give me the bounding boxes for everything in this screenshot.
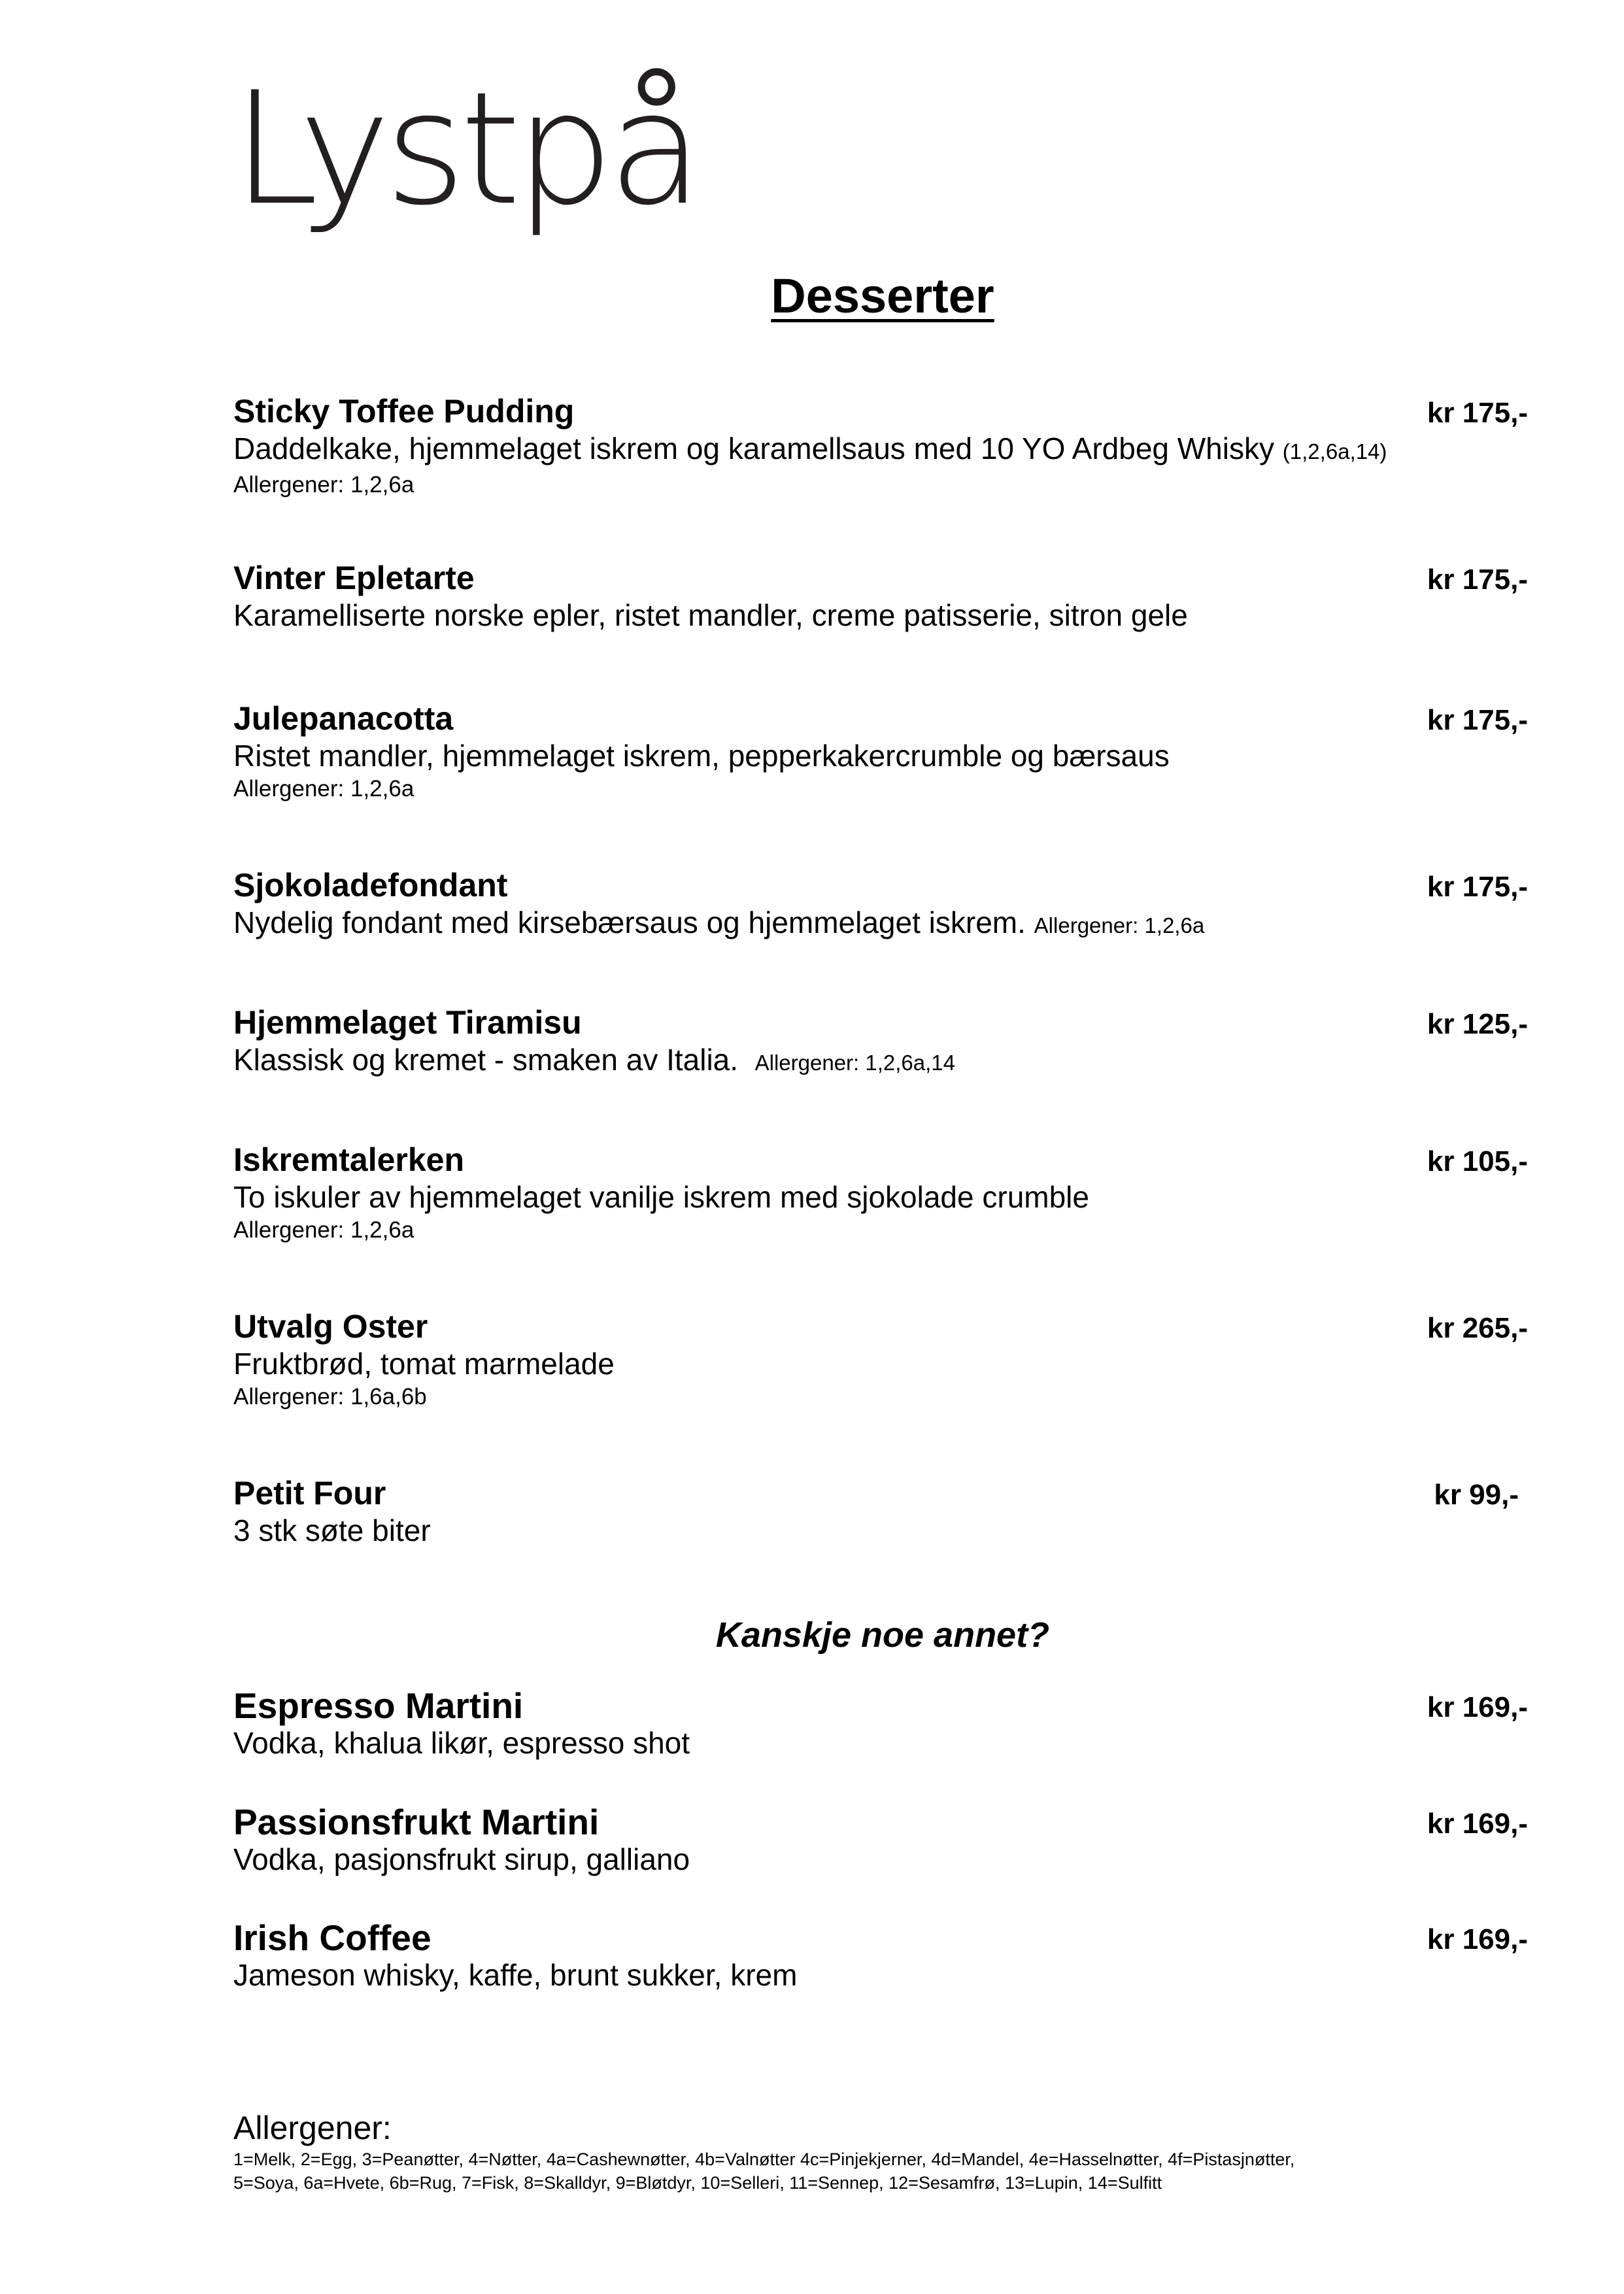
- menu-item-julepanacotta: [233, 700, 1528, 804]
- item-name: Vinter Epletarte: [233, 560, 475, 596]
- item-description-allergens: (1,2,6a,14): [1282, 439, 1387, 464]
- item-name: Espresso Martini: [233, 1685, 524, 1726]
- menu-item-sjokoladefondant: [233, 866, 1528, 944]
- menu-item-utvalg-oster: [233, 1307, 1528, 1412]
- menu-item-sticky-toffee-pudding: [233, 392, 1528, 500]
- item-description-allergens: Allergener: 1,2,6a: [1034, 913, 1205, 937]
- item-price: kr 265,-: [1427, 1312, 1528, 1344]
- item-description: Karamelliserte norske epler, ristet mandler, creme patisserie, sitron gele: [233, 598, 1188, 632]
- item-allergens: Allergener: 1,2,6a: [233, 1217, 414, 1243]
- item-price: kr 99,-: [1434, 1479, 1519, 1511]
- menu-item-espresso-martini: [233, 1687, 1528, 1761]
- item-price: kr 125,-: [1427, 1008, 1528, 1040]
- menu-item-vinter-epletarte: [233, 559, 1528, 633]
- item-price: kr 175,-: [1427, 564, 1528, 596]
- item-description: Fruktbrød, tomat marmelade: [233, 1347, 615, 1381]
- allergen-legend-line: 5=Soya, 6a=Hvete, 6b=Rug, 7=Fisk, 8=Skalldyr, 9=Bløtdyr, 10=Selleri, 11=Sennep, 12=Sesamfrø, 13=Lupin, 14=Sulfitt: [233, 2173, 1162, 2193]
- item-price: kr 175,-: [1427, 397, 1528, 429]
- item-description: [233, 904, 1528, 944]
- menu-item-hjemmelaget-tiramisu: [233, 1004, 1528, 1081]
- section-subheading: Kanskje noe annet?: [715, 1615, 1050, 1655]
- item-allergens: Allergener: 1,2,6a: [233, 472, 414, 498]
- item-description: 3 stk søte biter: [233, 1513, 431, 1547]
- menu-item-passionsfrukt-martini: [233, 1803, 1528, 1878]
- item-price: kr 175,-: [1427, 871, 1528, 903]
- item-name: Hjemmelaget Tiramisu: [233, 1004, 582, 1041]
- item-price: kr 105,-: [1427, 1145, 1528, 1177]
- item-name: Sjokoladefondant: [233, 867, 508, 903]
- item-description-text: Daddelkake, hjemmelaget iskrem og karamellsaus med 10 YO Ardbeg Whisky: [233, 431, 1283, 465]
- item-price: kr 169,-: [1427, 1691, 1528, 1723]
- allergen-legend-line: 1=Melk, 2=Egg, 3=Peanøtter, 4=Nøtter, 4a=Cashewnøtter, 4b=Valnøtter 4c=Pinjekjerner, 4d=Mandel, 4e=Hasselnøtter, 4f=Pistasjnøtter,: [233, 2150, 1295, 2169]
- menu-item-irish-coffee: [233, 1919, 1528, 1993]
- item-description-text: Klassisk og kremet - smaken av Italia.: [233, 1043, 755, 1077]
- item-price: kr 169,-: [1427, 1808, 1528, 1840]
- menu-item-petit-four: [233, 1474, 1528, 1549]
- allergen-legend-title: Allergener:: [233, 2110, 392, 2146]
- item-name: Petit Four: [233, 1475, 386, 1511]
- item-description: Vodka, pasjonsfrukt sirup, galliano: [233, 1842, 690, 1876]
- item-name: Utvalg Oster: [233, 1308, 428, 1345]
- item-name: Passionsfrukt Martini: [233, 1802, 600, 1842]
- item-description: Jameson whisky, kaffe, brunt sukker, krem: [233, 1958, 798, 1992]
- item-price: kr 175,-: [1427, 704, 1528, 736]
- allergen-legend: [233, 2108, 1476, 2195]
- restaurant-logo: Lystpå: [232, 59, 698, 240]
- item-name: Sticky Toffee Pudding: [233, 393, 575, 430]
- item-description: [233, 1041, 1528, 1081]
- item-description: To iskuler av hjemmelaget vanilje iskrem med sjokolade crumble: [233, 1180, 1089, 1214]
- page-title: Desserter: [771, 269, 994, 323]
- item-description: [233, 430, 1528, 470]
- item-name: Julepanacotta: [233, 700, 454, 737]
- item-name: Irish Coffee: [233, 1917, 431, 1958]
- item-description-allergens: Allergener: 1,2,6a,14: [754, 1051, 956, 1075]
- item-description: Ristet mandler, hjemmelaget iskrem, pepperkakercrumble og bærsaus: [233, 739, 1170, 773]
- item-description-text: Nydelig fondant med kirsebærsaus og hjemmelaget iskrem.: [233, 905, 1034, 939]
- menu-item-iskremtalerken: [233, 1141, 1528, 1245]
- item-description: Vodka, khalua likør, espresso shot: [233, 1726, 690, 1760]
- item-price: kr 169,-: [1427, 1923, 1528, 1955]
- item-allergens: Allergener: 1,6a,6b: [233, 1384, 427, 1409]
- item-allergens: Allergener: 1,2,6a: [233, 776, 414, 801]
- item-name: Iskremtalerken: [233, 1141, 465, 1178]
